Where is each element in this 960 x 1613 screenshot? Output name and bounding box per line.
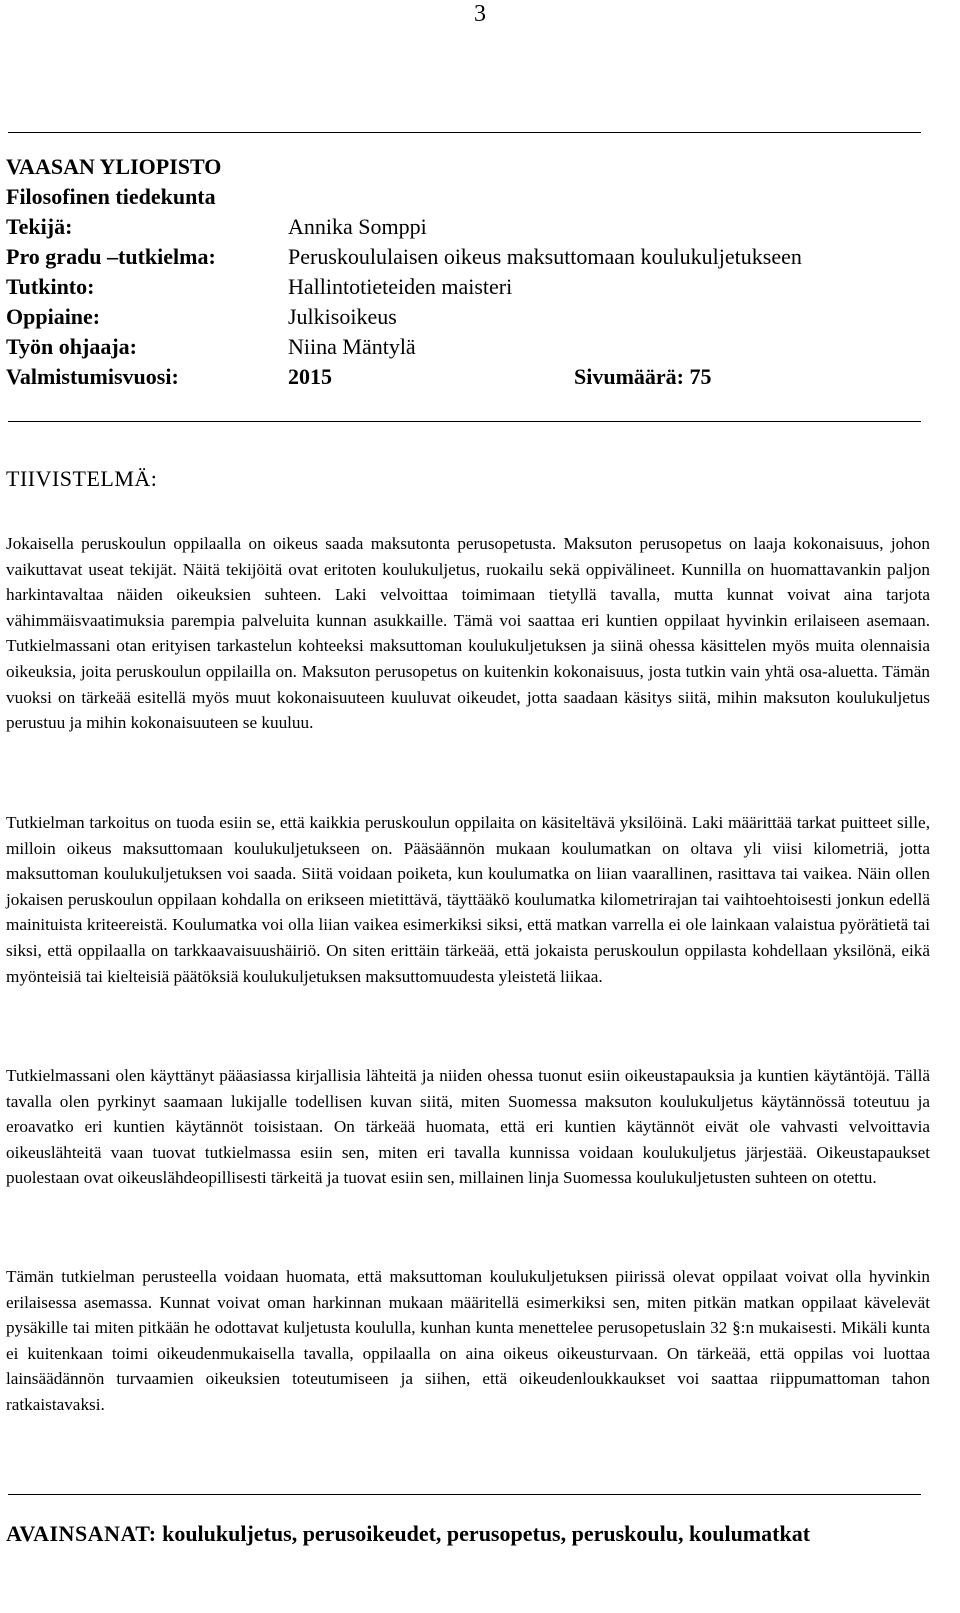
thesis-value: Peruskoululaisen oikeus maksuttomaan koulukuljetukseen	[288, 244, 802, 269]
abstract-title: TIIVISTELMÄ:	[6, 466, 158, 491]
university-name: VAASAN YLIOPISTO	[6, 154, 222, 179]
year-row	[6, 362, 926, 392]
supervisor-label: Työn ohjaaja:	[6, 334, 137, 359]
page-count: Sivumäärä: 75	[574, 364, 712, 389]
thesis-row	[6, 242, 926, 272]
abstract-paragraph: Tutkielman tarkoitus on tuoda esiin se, että kaikkia peruskoulun oppilaita on käsiteltävä yksilöinä. Laki määrittää tarkat puitteet sille, milloin oikeus maksuttomaan koulukuljetukseen on. Pääsäännön mukaan koulumatkan on oltava yli viisi kilometriä, jotta maksuttoman koulukuljetuksen voi saada. Siitä voidaan poiketa, kun koulumatka on liian vaarallinen, rasittava tai vaikea. Näin ollen jokaisen peruskoulun oppilaan kohdalla on erikseen mietittävä, täyttääkö koulumatka kilometrirajan tai vaihtoehtoisesti jonkun edellä mainituista kriteereistä. Koulumatka voi olla liian vaikea esimerkiksi siksi, että matkan varrella ei ole lainkaan valaistua pyörätietä tai siksi, että oppilaalla on tarkkaavaisuushäiriö. On siten erittäin tärkeää, että jokaista peruskoulun oppilasta kohdellaan yksilönä, eikä myönteisiä tai kielteisiä päätöksiä koulukuljetuksen maksuttomuudesta yleistetä liikaa.	[6, 813, 930, 986]
keywords-value: koulukuljetus, perusoikeudet, perusopetus, peruskoulu, koulumatkat	[162, 1521, 811, 1546]
subject-row	[6, 302, 926, 332]
top-divider	[8, 132, 921, 133]
subject-label: Oppiaine:	[6, 304, 101, 329]
abstract-paragraph: Tutkielmassani olen käyttänyt pääasiassa kirjallisia lähteitä ja niiden ohessa tuonut esiin oikeustapauksia ja kuntien käytäntöjä. Tällä tavalla olen pyrkinyt saamaan lukijalle todellisen kuvan siitä, miten Suomessa maksuton koulukuljetus käytännössä toteutuu ja eroavatko eri kuntien käytännöt toisistaan. On tärkeää huomata, että eri kuntien käytännöt eivät ole vahvasti velvoittavia oikeuslähteitä vaan tuovat tutkielmassa esiin sen, miten eri tavalla kunnissa voidaan koulukuljetus järjestää. Oikeustapaukset puolestaan ovat oikeuslähdeopillisesti tärkeitä ja tuovat esiin sen, millainen linja Suomessa koulukuljetusten suhteen on otettu.	[6, 1066, 930, 1188]
degree-label: Tutkinto:	[6, 274, 95, 299]
keywords	[6, 1519, 930, 1549]
keywords-label: AVAINSANAT:	[6, 1521, 157, 1546]
author-label: Tekijä:	[6, 214, 73, 239]
abstract-paragraph: Jokaisella peruskoulun oppilaalla on oikeus saada maksutonta perusopetusta. Maksuton perusopetus on laaja kokonaisuus, johon vaikuttavat useat tekijät. Näitä tekijöitä ovat eritoten koulukuljetus, ruokailu sekä oppivälineet. Kunnilla on huomattavankin paljon harkintavaltaa näiden oikeuksien suhteen. Laki velvoittaa toimimaan tietyllä tavalla, mutta kunnat voivat aina tarjota vähimmäisvaatimuksia parempia palveluita kunnan asukkaille. Tämä voi saattaa eri kuntien oppilaat hyvinkin erilaiseen asemaan. Tutkielmassani otan erityisen tarkastelun kohteeksi maksuttoman koulukuljetuksen ja siinä ohessa käsittelen myös muita olennaisia oikeuksia, joita peruskoulun oppilailla on. Maksuton perusopetus on kuitenkin kokonaisuus, josta tutkin vain yhtä osa-aluetta. Tämän vuoksi on tärkeää esitellä myös muut kokonaisuuteen kuuluvat oikeudet, jotta saadaan käsitys siitä, mihin maksuton koulukuljetus perustuu ja mihin kokonaisuuteen se kuuluu.	[6, 534, 930, 733]
supervisor-row	[6, 332, 926, 362]
supervisor-value: Niina Mäntylä	[288, 334, 416, 359]
meta-divider	[8, 421, 921, 422]
bottom-divider	[8, 1494, 921, 1495]
subject-value: Julkisoikeus	[288, 304, 397, 329]
degree-value: Hallintotieteiden maisteri	[288, 274, 513, 299]
year-value: 2015	[288, 364, 332, 389]
author-value: Annika Somppi	[288, 214, 427, 239]
abstract-paragraph: Tämän tutkielman perusteella voidaan huomata, että maksuttoman koulukuljetuksen piirissä olevat oppilaat voivat olla hyvinkin erilaisessa asemassa. Kunnat voivat oman harkinnan mukaan määritellä esimerkiksi sen, miten pitkän matkan oppilaat kävelevät pysäkille tai miten pitkään he odottavat kuljetusta koululla, kunhan kunta menettelee perusopetuslain 32 §:n mukaisesti. Mikäli kunta ei kuitenkaan toimi oikeudenmukaisella tavalla, oppilaalla on aina oikeus oikeusturvaan. On tärkeää, että oppilas voi luottaa lainsäädännön turvaamien oikeuksien toteutumiseen ja siihen, että oikeudenloukkaukset voi saattaa riippumattoman tahon ratkaistavaksi.	[6, 1267, 930, 1414]
year-label: Valmistumisvuosi:	[6, 364, 179, 389]
author-row	[6, 212, 926, 242]
faculty-name: Filosofinen tiedekunta	[6, 184, 216, 209]
thesis-label: Pro gradu –tutkielma:	[6, 244, 216, 269]
page-number: 3	[474, 1, 486, 27]
degree-row	[6, 272, 926, 302]
